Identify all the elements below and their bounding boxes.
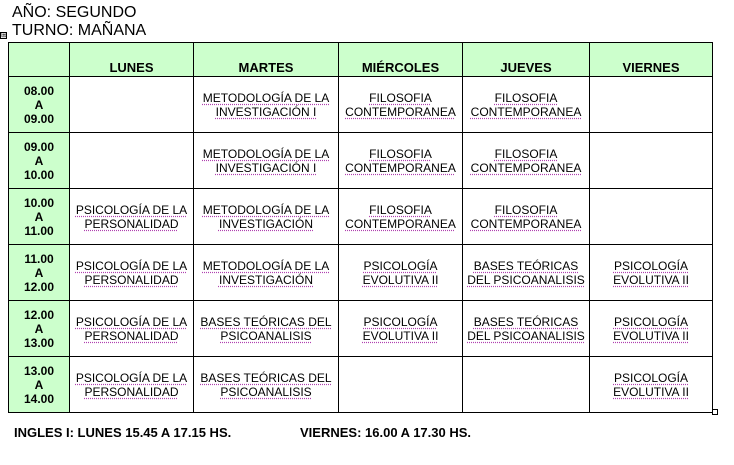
class-cell[interactable]: [70, 133, 194, 189]
time-slot-cell: [9, 357, 70, 413]
class-name: PSICOLOGÍA EVOLUTIVA II: [613, 370, 689, 399]
table-move-handle-icon[interactable]: ⊞: [1, 32, 7, 39]
shift-heading: TURNO: MAÑANA: [12, 22, 147, 39]
class-name: PSICOLOGÍA EVOLUTIVA II: [362, 314, 439, 343]
time-slot-cell: [9, 189, 70, 245]
class-name: BASES TEÓRICAS DEL PSICOANALISIS: [467, 314, 585, 343]
corner-cell: [9, 43, 70, 77]
time-end: 09.00: [23, 111, 55, 126]
time-sep: A: [34, 153, 44, 168]
schedule-row: [9, 133, 713, 189]
schedule-row: [9, 245, 713, 301]
class-cell[interactable]: [194, 189, 339, 245]
time-sep: A: [34, 321, 44, 336]
english-monday-note: INGLES I: LUNES 15.45 A 17.15 HS.: [14, 425, 232, 440]
class-cell[interactable]: [70, 301, 194, 357]
class-cell[interactable]: [194, 301, 339, 357]
class-name: FILOSOFIA CONTEMPORANEA: [470, 90, 582, 119]
time-slot-cell: [9, 245, 70, 301]
day-header-cell: JUEVES: [463, 43, 590, 77]
class-cell[interactable]: [590, 245, 713, 301]
class-name: BASES TEÓRICAS DEL PSICOANALISIS: [200, 370, 332, 399]
class-name: BASES TEÓRICAS DEL PSICOANALISIS: [200, 314, 332, 343]
class-cell[interactable]: [339, 77, 463, 133]
time-end: 10.00: [23, 167, 55, 182]
class-name: METODOLOGÍA DE LA INVESTIGACIÓN I: [202, 146, 330, 175]
day-header-cell: VIERNES: [590, 43, 713, 77]
schedule-row: [9, 189, 713, 245]
class-cell[interactable]: [590, 133, 713, 189]
day-header-cell: LUNES: [70, 43, 194, 77]
class-name: PSICOLOGÍA DE LA PERSONALIDAD: [75, 314, 188, 343]
class-name: FILOSOFIA CONTEMPORANEA: [470, 146, 582, 175]
class-cell[interactable]: [339, 357, 463, 413]
time-start: 09.00: [23, 139, 55, 154]
class-cell[interactable]: [463, 189, 590, 245]
class-cell[interactable]: [194, 357, 339, 413]
class-cell[interactable]: [590, 77, 713, 133]
year-heading: AÑO: SEGUNDO: [12, 4, 137, 21]
class-name: PSICOLOGÍA DE LA PERSONALIDAD: [75, 258, 188, 287]
time-start: 11.00: [24, 251, 54, 266]
class-name: PSICOLOGÍA DE LA PERSONALIDAD: [75, 202, 188, 231]
time-slot-cell: [9, 301, 70, 357]
class-cell[interactable]: [463, 301, 590, 357]
time-end: 11.00: [24, 223, 54, 238]
table-resize-handle[interactable]: [712, 409, 718, 415]
schedule-row: [9, 77, 713, 133]
class-name: METODOLOGÍA DE LA INVESTIGACIÓN: [202, 202, 330, 231]
time-sep: A: [34, 265, 44, 280]
time-end: 12.00: [23, 279, 55, 294]
time-start: 10.00: [23, 195, 55, 210]
class-name: METODOLOGÍA DE LA INVESTIGACIÓN I: [202, 90, 330, 119]
class-cell[interactable]: [194, 133, 339, 189]
class-cell[interactable]: [339, 133, 463, 189]
time-sep: A: [34, 377, 44, 392]
class-cell[interactable]: [70, 357, 194, 413]
schedule-table: [8, 42, 713, 413]
time-end: 14.00: [23, 391, 55, 406]
schedule-row: [9, 301, 713, 357]
time-end: 13.00: [23, 335, 55, 350]
class-cell[interactable]: [339, 189, 463, 245]
class-name: FILOSOFIA CONTEMPORANEA: [345, 90, 456, 119]
class-cell[interactable]: [70, 189, 194, 245]
class-cell[interactable]: [339, 245, 463, 301]
class-cell[interactable]: [70, 245, 194, 301]
class-cell[interactable]: [463, 77, 590, 133]
time-start: 08.00: [23, 83, 55, 98]
time-sep: A: [34, 209, 44, 224]
class-cell[interactable]: [194, 245, 339, 301]
class-cell[interactable]: [339, 301, 463, 357]
class-cell[interactable]: [70, 77, 194, 133]
class-name: PSICOLOGÍA DE LA PERSONALIDAD: [75, 370, 188, 399]
time-sep: A: [34, 97, 44, 112]
class-name: FILOSOFIA CONTEMPORANEA: [470, 202, 582, 231]
class-cell[interactable]: [463, 245, 590, 301]
class-name: METODOLOGÍA DE LA INVESTIGACIÓN: [202, 258, 330, 287]
english-friday-note: VIERNES: 16.00 A 17.30 HS.: [300, 425, 472, 440]
class-cell[interactable]: [463, 357, 590, 413]
day-header-cell: MARTES: [194, 43, 339, 77]
class-name: PSICOLOGÍA EVOLUTIVA II: [613, 258, 689, 287]
class-cell[interactable]: [590, 301, 713, 357]
time-slot-cell: [9, 77, 70, 133]
day-header-cell: MIÉRCOLES: [339, 43, 463, 77]
class-cell[interactable]: [590, 189, 713, 245]
class-name: FILOSOFIA CONTEMPORANEA: [345, 146, 456, 175]
class-name: PSICOLOGÍA EVOLUTIVA II: [613, 314, 689, 343]
time-start: 12.00: [23, 307, 55, 322]
class-cell[interactable]: [194, 77, 339, 133]
time-start: 13.00: [23, 363, 55, 378]
class-cell[interactable]: [463, 133, 590, 189]
time-slot-cell: [9, 133, 70, 189]
class-name: BASES TEÓRICAS DEL PSICOANALISIS: [467, 258, 585, 287]
class-name: PSICOLOGÍA EVOLUTIVA II: [362, 258, 439, 287]
class-name: FILOSOFIA CONTEMPORANEA: [345, 202, 456, 231]
day-header-row: [9, 43, 713, 77]
class-cell[interactable]: [590, 357, 713, 413]
schedule-row: [9, 357, 713, 413]
